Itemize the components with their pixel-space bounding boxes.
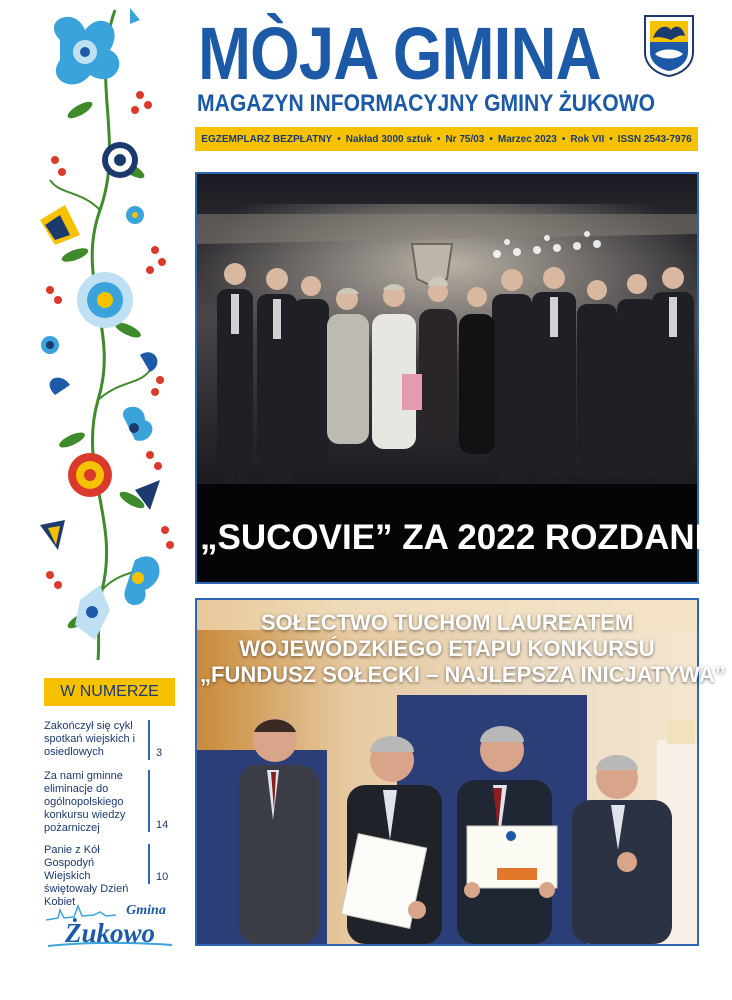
toc-divider (148, 844, 150, 884)
issue-info-separator: • (436, 133, 441, 145)
toc-item-title: Panie z Kół Gospodyń Wiejskich świętowały Dzień Kobiet (44, 844, 129, 908)
issue-info-date: Marzec 2023 (497, 133, 557, 145)
second-story-headline-line-3: „FUNDUSZ SOŁECKI – NAJLEPSZA INICJATYWA” (200, 662, 726, 687)
logo-word-gmina: Gmina (126, 903, 166, 918)
issue-info-separator: • (337, 133, 341, 145)
toc-divider (148, 770, 150, 832)
issue-info-separator: • (561, 133, 566, 145)
toc-item-page: 3 (156, 747, 163, 759)
issue-info-year: Rok VII (570, 133, 605, 145)
issue-info-separator: • (609, 133, 613, 145)
toc-item-title: Za nami gminne eliminacje do ogólnopolskiego konkursu wiedzy pożarniczej (44, 770, 126, 834)
issue-info-circulation: Nakład 3000 sztuk (345, 133, 432, 145)
toc-item[interactable] (44, 844, 176, 908)
coat-of-arms-icon (641, 12, 697, 78)
toc-item[interactable] (44, 770, 176, 832)
issue-info-number: Nr 75/03 (445, 133, 485, 145)
issue-info-bar (195, 127, 698, 151)
floral-ornament (20, 0, 180, 665)
in-this-issue-heading: W NUMERZE (44, 678, 175, 706)
toc-divider (148, 720, 150, 760)
magazine-title: MÒJA GMINA (198, 12, 601, 95)
issue-info-issn: ISSN 2543-7976 (617, 133, 692, 145)
logo-word-zukowo: Żukowo (64, 918, 156, 948)
toc-item-page: 10 (156, 871, 169, 883)
issue-info-separator: • (489, 133, 493, 145)
toc-item-page: 14 (156, 819, 169, 831)
toc-item-title: Zakończył się cykl spotkań wiejskich i osiedlowych (44, 720, 136, 758)
issue-info-free: EGZEMPLARZ BEZPŁATNY (201, 133, 333, 145)
second-story-headline-line-2: WOJEWÓDZKIEGO ETAPU KONKURSU (239, 636, 655, 661)
second-story-headline-line-1: SOŁECTWO TUCHOM LAUREATEM (260, 610, 634, 635)
magazine-subtitle: MAGAZYN INFORMACYJNY GMINY ŻUKOWO (197, 90, 655, 117)
top-story-headline: „SUCOVIE” ZA 2022 ROZDANE! (200, 518, 730, 557)
toc-item[interactable] (44, 720, 176, 760)
